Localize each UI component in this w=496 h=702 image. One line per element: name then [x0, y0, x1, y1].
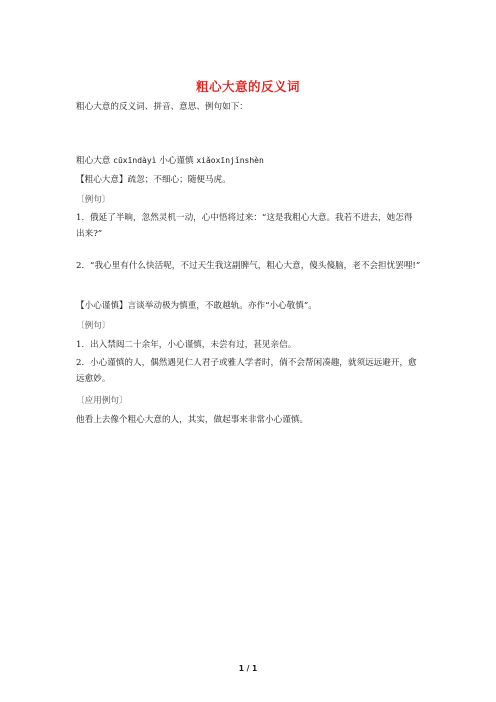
definition-1: 【粗心大意】疏忽；不细心；随便马虎。	[76, 175, 231, 185]
example-1-2: 2．“我心里有什么快活呢，不过天生我这副脾气，粗心大意，傻头傻脑，老不会担忧罢哩!”	[76, 261, 421, 271]
example-label-2: 〔例句〕	[76, 321, 111, 331]
pinyin-2: xiǎoxīnjǐnshèn	[196, 156, 264, 165]
page-number: 1 / 1	[238, 664, 258, 673]
usage-label: 〔应用例句〕	[76, 396, 128, 406]
page-title: 粗心大意的反义词	[195, 79, 300, 94]
definition-2: 【小心谨慎】言谈举动极为慎重，不敢越轨。亦作“小心敬慎”。	[76, 301, 317, 311]
intro-text: 粗心大意的反义词、拼音、意思、例句如下：	[76, 102, 248, 112]
example-1-1: 1．俄延了半晌，忽然灵机一动，心中悟将过来：“这是我粗心大意。我若不进去，她怎得出来?”	[76, 213, 413, 239]
word-1: 粗心大意	[76, 156, 111, 166]
example-2-2: 2．小心谨慎的人，偶然遇见仁人君子或雅人学者时，倘不会帮闲凑趣，就须远远避开，愈远愈妙。	[76, 358, 417, 384]
example-2-1: 1．出入禁闼二十余年，小心谨慎，未尝有过，甚见亲信。	[76, 340, 297, 350]
usage-sentence: 他看上去像个粗心大意的人，其实，做起事来非常小心谨慎。	[76, 415, 309, 425]
antonym-pair-line	[76, 155, 421, 167]
example-label-1: 〔例句〕	[76, 195, 111, 205]
pinyin-1: cūxīndàyì	[113, 156, 157, 165]
word-2: 小心谨慎	[159, 156, 194, 166]
